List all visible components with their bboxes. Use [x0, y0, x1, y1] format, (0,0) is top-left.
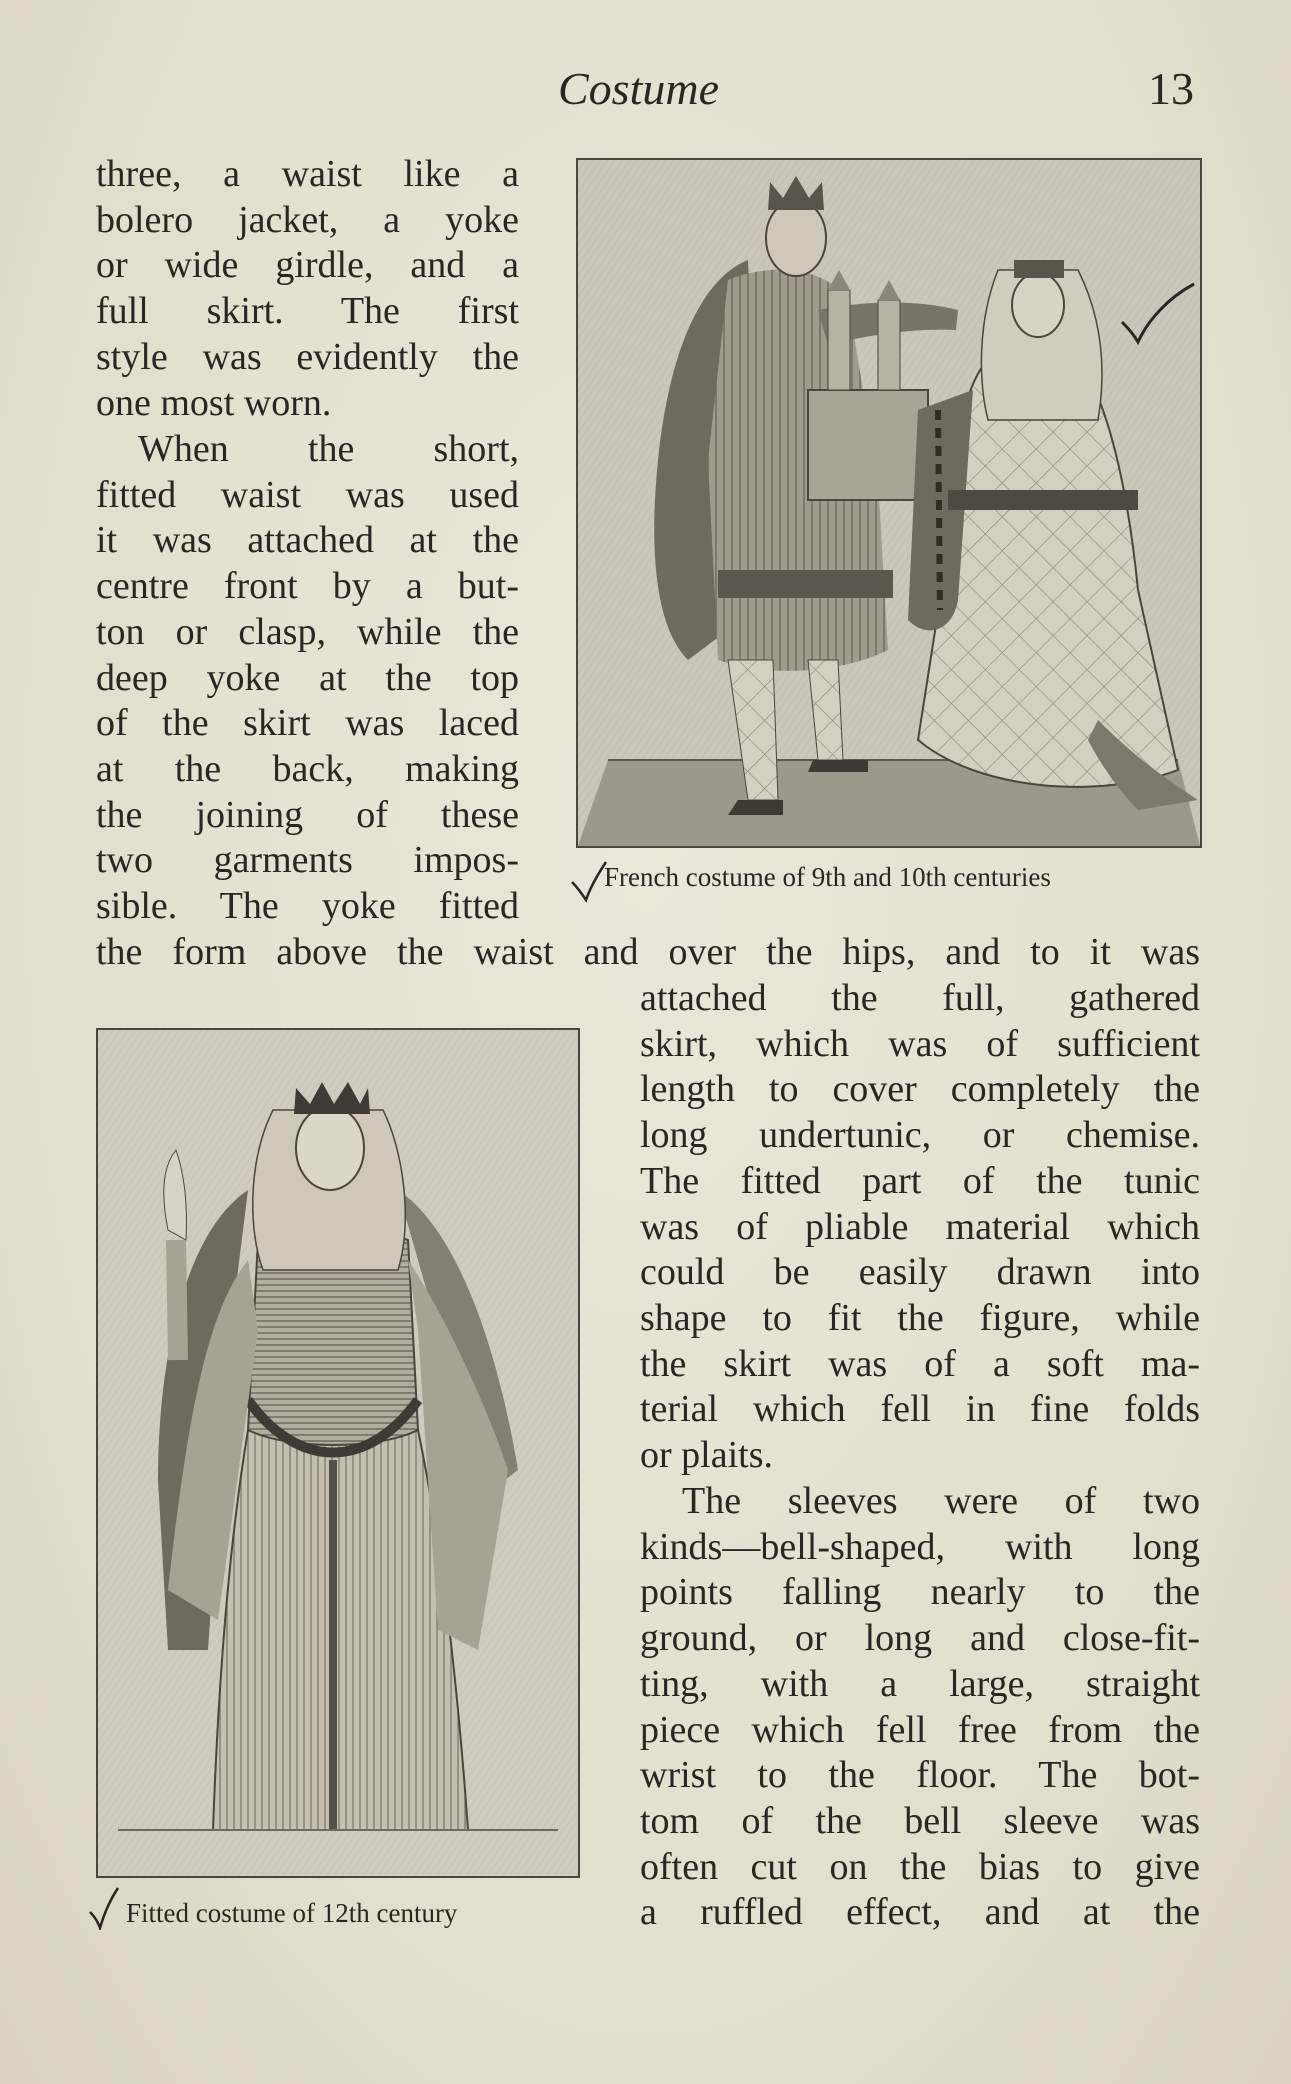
checkmark-icon: [1118, 280, 1198, 360]
paragraph-waist-left: When the short, fitted waist was used it was attached at the centre front by a but- ton or clasp, while the deep yoke at the top of the skirt was laced at the back, making the joining of these two garments impos- sible. The yoke fitted: [96, 428, 519, 928]
page-number: 13: [1148, 63, 1194, 114]
paragraph-waist-fullwidth: the form above the waist and over the hips, and to it was: [96, 931, 1200, 973]
fitted-costume-illustration: [98, 1030, 578, 1876]
running-title: Costume: [558, 63, 719, 114]
paragraph-waist-right: attached the full, gathered skirt, which was of sufficient length to cover completely the long undertunic, or chemise. The fitted part of the tunic was of pliable material which could be easily drawn into shape to fit the figure, while the skirt was of a soft ma- terial which fell in fine folds or plaits.: [640, 977, 1200, 1477]
paragraph-sleeves: The sleeves were of two kinds—bell-shaped, with long points falling nearly to the ground, or long and close-fit- ting, with a large, straight piece which fell free from the wrist to the floor. The bot- tom of the bell sleeve was often cut on the bias to give a ruffled effect, and at the: [640, 1480, 1200, 1934]
caption-french-costume: French costume of 9th and 10th centuries: [604, 862, 1051, 892]
checkmark-icon: [88, 1886, 122, 1930]
caption-fitted-costume: Fitted costume of 12th century: [126, 1898, 458, 1928]
paragraph-intro: three, a waist like a bolero jacket, a yoke or wide girdle, and a full skirt. The first style was evidently the one most worn.: [96, 153, 519, 424]
figure-french-costume: [576, 158, 1202, 848]
figure-fitted-costume: [96, 1028, 580, 1878]
french-costume-illustration: [578, 160, 1200, 846]
